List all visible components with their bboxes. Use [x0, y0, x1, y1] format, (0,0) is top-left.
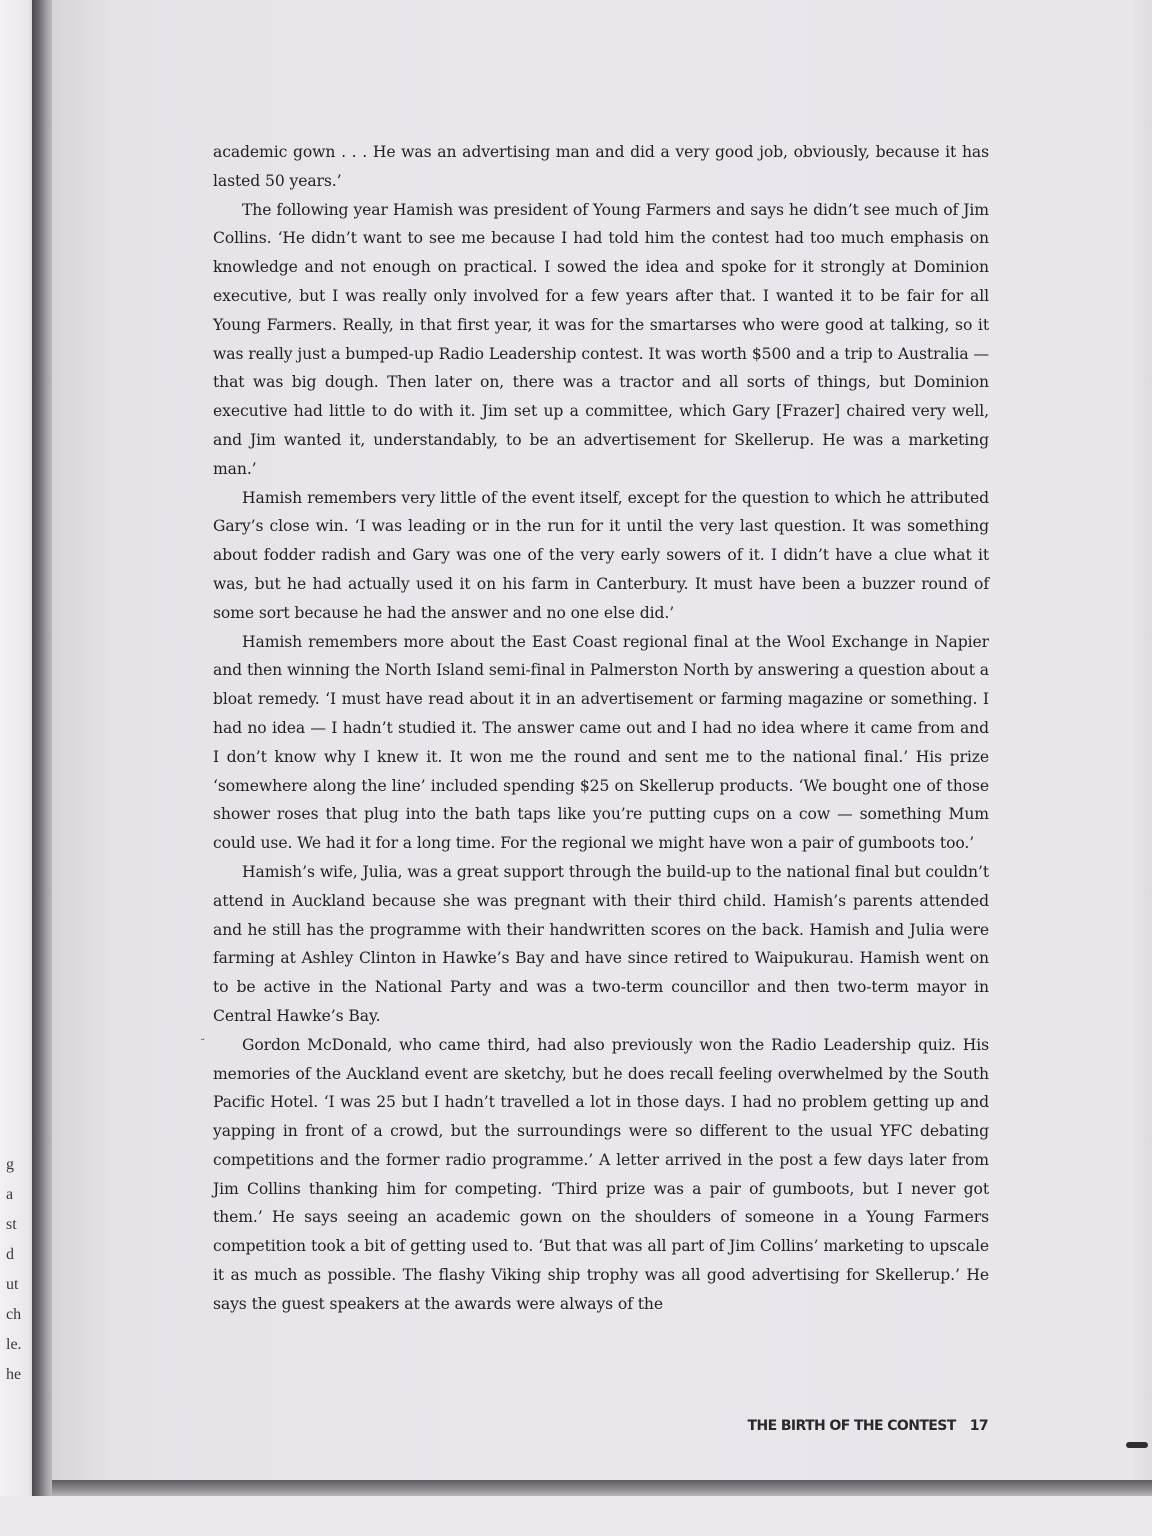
- left-page-text-fragments: [6, 1150, 26, 1390]
- paragraph-continued: academic gown . . . He was an advertising man and did a very good job, obviously, because it has lasted 50 years.’: [213, 143, 989, 190]
- background-surface: [0, 1496, 1152, 1536]
- page-right-edge: [1132, 0, 1152, 1486]
- paragraph: Gordon McDonald, who came third, had also previously won the Radio Leadership quiz. His memories of the Auckland event are sketchy, but he does recall feeling overwhelmed by the South Pacific Hotel. ‘I was 25 but I hadn’t travelled a lot in those days. I had no problem getting up and yapping in front of a crowd, but the surroundings were so different to the usual YFC debating competitions and the former radio programme.’ A letter arrived in the post a few days later from Jim Collins thanking him for competing. ‘Third prize was a pair of gumboots, but I never got them.’ He says seeing an academic gown on the shoulders of someone in a Young Farmers competition took a bit of getting used to. ‘But that was all part of Jim Collins’ marketing to upscale it as much as possible. The flashy Viking ship trophy was all good advertising for Skellerup.’ He says the guest speakers at the awards were always of the: [213, 1035, 989, 1313]
- margin-mark: ˘: [200, 1037, 206, 1050]
- paragraph: The following year Hamish was president of Young Farmers and says he didn’t see much of Jim Collins. ‘He didn’t want to see me because I had told him the contest had too much emphasis on knowledge and not enough on practical. I sowed the idea and spoke for it strongly at Dominion executive, but I was really only involved for a few years after that. I wanted it to be fair for all Young Farmers. Really, in that first year, it was for the smartarses who were good at talking, so it was really just a bumped-up Radio Leadership contest. It was worth $500 and a trip to Australia — that was big dough. Then later on, there was a tractor and all sorts of things, but Dominion executive had little to do with it. Jim set up a committee, which Gary [Frazer] chaired very well, and Jim wanted it, understandably, to be an advertisement for Skellerup. He was a marketing man.’: [213, 200, 989, 478]
- page-number: 17: [969, 1418, 988, 1434]
- left-fragment: le.: [6, 1336, 22, 1353]
- left-fragment: d: [6, 1246, 14, 1263]
- left-fragment: ch: [6, 1306, 22, 1323]
- left-fragment: st: [6, 1216, 17, 1233]
- left-page-edge: [0, 0, 34, 1536]
- paragraph: Hamish remembers more about the East Coast regional final at the Wool Exchange in Napier and then winning the North Island semi-final in Palmerston North by answering a question about a bloat remedy. ‘I must have read about it in an advertisement or farming magazine or something. I had no idea — I hadn’t studied it. The answer came out and I had no idea where it came from and I don’t know why I knew it. It won me the round and sent me to the national final.’ His prize ‘somewhere along the line’ included spending $25 on Skellerup products. ‘We bought one of those shower roses that plug into the bath taps like you’re putting cups on a cow — something Mum could use. We had it for a long time. For the regional we might have won a pair of gumboots too.’: [213, 632, 989, 853]
- left-fragment: he: [6, 1366, 22, 1383]
- left-fragment: ut: [6, 1276, 19, 1293]
- page-footer: [700, 1418, 988, 1434]
- paragraph: Hamish’s wife, Julia, was a great support through the build-up to the national final but couldn’t attend in Auckland because she was pregnant with their third child. Hamish’s parents attended and he still has the programme with their handwritten scores on the back. Hamish and Julia were farming at Ashley Clinton in Hawke’s Bay and have since retired to Waipukurau. Hamish went on to be active in the National Party and was a two-term councillor and then two-term mayor in Central Hawke’s Bay.: [213, 862, 989, 1025]
- running-head: THE BIRTH OF THE CONTEST: [747, 1418, 956, 1434]
- right-edge-mark: [1126, 1442, 1148, 1448]
- body-text: [213, 138, 989, 1319]
- left-fragment: g: [6, 1156, 14, 1173]
- paragraph: Hamish remembers very little of the event itself, except for the question to which he attributed Gary’s close win. ‘I was leading or in the run for it until the very last question. It was something about fodder radish and Gary was one of the very early sowers of it. I didn’t have a clue what it was, but he had actually used it on his farm in Canterbury. It must have been a buzzer round of some sort because he had the answer and no one else did.’: [213, 488, 989, 622]
- left-fragment: a: [6, 1186, 14, 1203]
